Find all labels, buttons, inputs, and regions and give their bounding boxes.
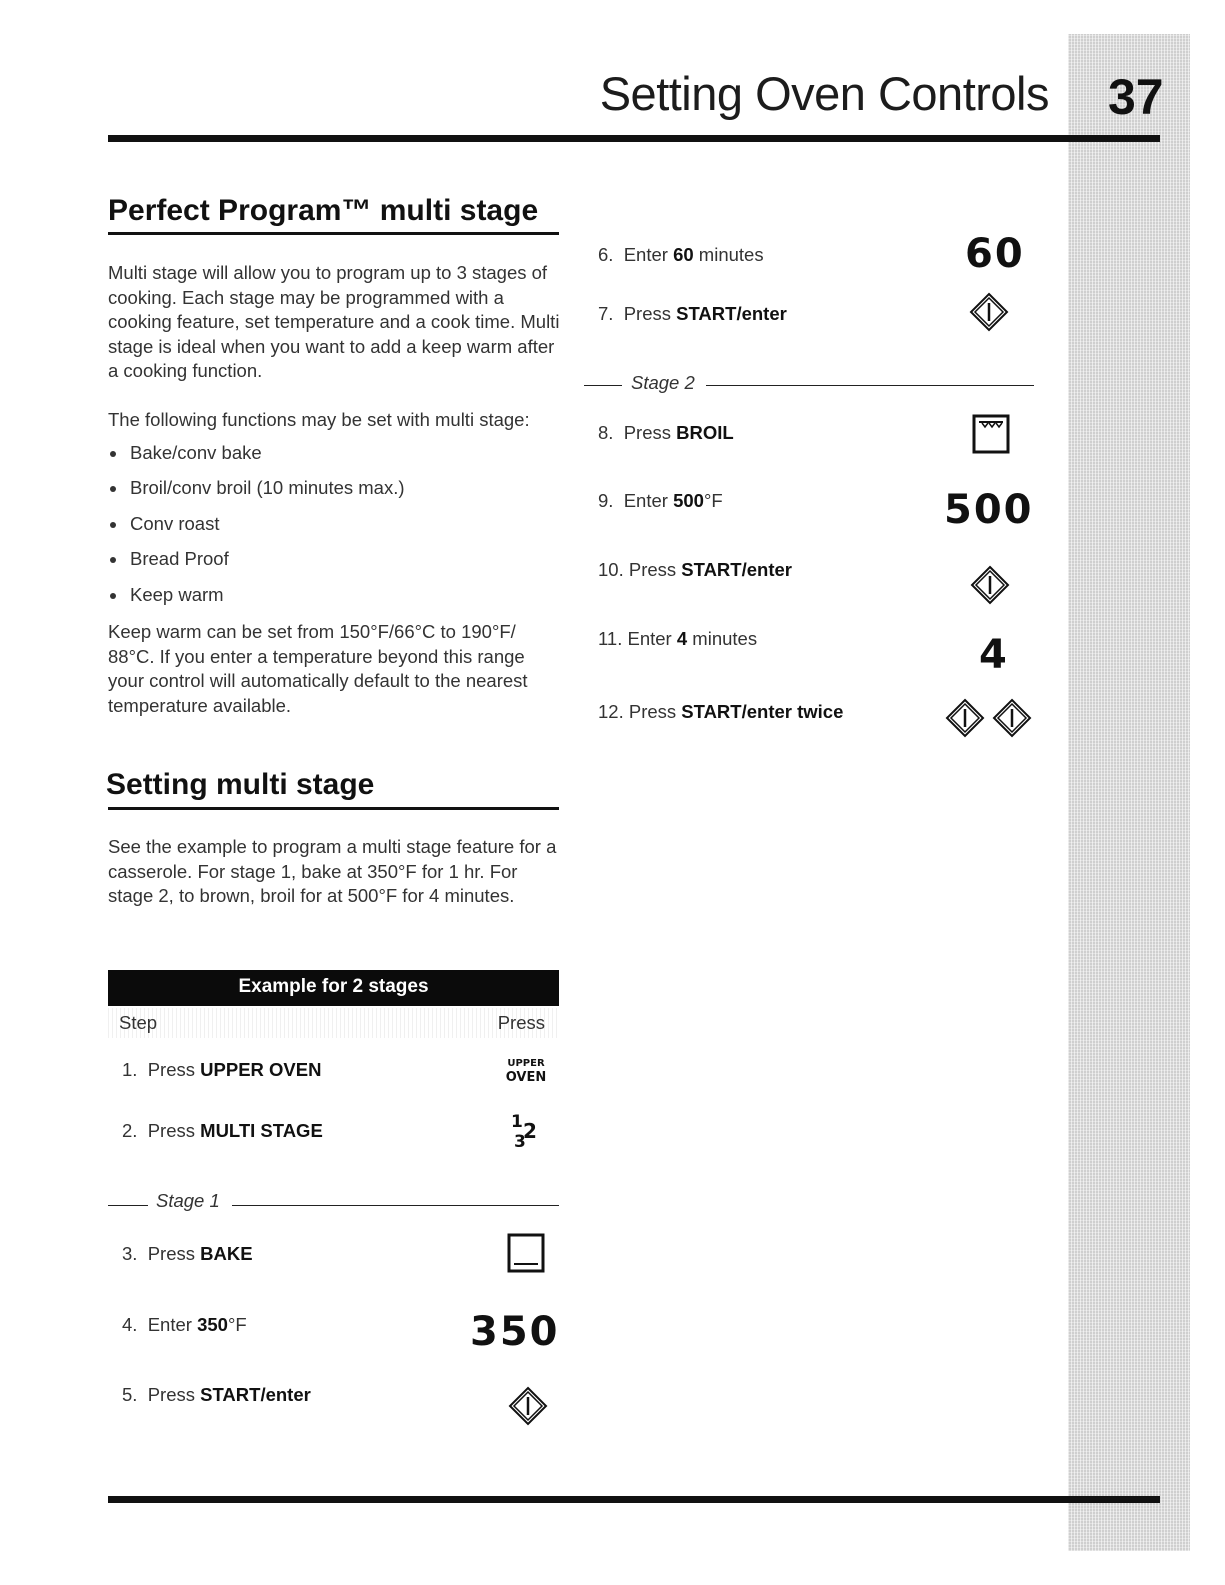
footer-rule (108, 1496, 1160, 1503)
start-enter-key-icon (992, 698, 1032, 738)
start-enter-key-icon (970, 565, 1010, 605)
step-1: 1. Press UPPER OVEN (122, 1059, 322, 1080)
broil-key-icon (972, 414, 1010, 454)
start-enter-key-icon (969, 292, 1009, 332)
column-header-press: Press (497, 1012, 545, 1033)
upper-oven-key-icon: UPPER OVEN (505, 1058, 547, 1085)
step-7: 7. Press START/enter (598, 303, 787, 324)
step-8: 8. Press BROIL (598, 422, 734, 443)
step-12: 12. Press START/enter twice (598, 701, 844, 722)
step-5: 5. Press START/enter (122, 1384, 311, 1405)
step-4: 4. Enter 350°F (122, 1314, 247, 1335)
list-item: Bake/conv bake (108, 440, 405, 475)
intro-paragraph: Multi stage will allow you to program up to 3 stages of cooking. Each stage may be programmed with a cooking feature, set temperature and a cook time. Multi stage is ideal when you want to add a keep warm after a cooking function. (108, 262, 560, 381)
stage-1-line-left (108, 1205, 148, 1206)
functions-list (108, 440, 405, 617)
stage-2-label: Stage 2 (631, 372, 695, 393)
stage-2-line-left (584, 385, 622, 386)
step-3: 3. Press BAKE (122, 1243, 253, 1264)
section-heading-underline (108, 232, 559, 235)
step-9: 9. Enter 500°F (598, 490, 723, 511)
display-350: 350 (470, 1309, 560, 1355)
keep-warm-note: Keep warm can be set from 150°F/66°C to 190°F/ 88°C. If you enter a temperature beyond this range your control will automatically default to the nearest temperature available. (108, 621, 528, 716)
step-2: 2. Press MULTI STAGE (122, 1120, 323, 1141)
display-500: 500 (944, 487, 1034, 533)
section-heading-perfect-program: Perfect Program™ multi stage (108, 194, 539, 227)
display-4: 4 (979, 632, 1009, 678)
stage-1-line-right (232, 1205, 559, 1206)
step-11: 11. Enter 4 minutes (598, 628, 758, 649)
stage-2-line-right (706, 385, 1034, 386)
bake-key-icon (507, 1233, 545, 1273)
section-heading-underline (108, 807, 559, 810)
list-item: Keep warm (108, 582, 405, 617)
example-title-bar: Example for 2 stages (108, 970, 559, 1006)
list-item: Bread Proof (108, 546, 405, 581)
list-item: Broil/conv broil (10 minutes max.) (108, 475, 405, 510)
header-rule (108, 135, 1160, 142)
section-heading-setting-multi-stage: Setting multi stage (106, 768, 375, 801)
display-60: 60 (965, 231, 1025, 277)
list-item: Conv roast (108, 511, 405, 546)
page-title: Setting Oven Controls (599, 67, 1049, 120)
stage-1-label: Stage 1 (156, 1190, 220, 1211)
step-6: 6. Enter 60 minutes (598, 244, 764, 265)
multi-stage-key-icon: 1 2 3 (511, 1112, 537, 1152)
page-edge-band (1068, 34, 1190, 1551)
page-number: 37 (1108, 69, 1164, 125)
start-enter-key-icon (508, 1386, 548, 1426)
start-enter-key-icon (945, 698, 985, 738)
functions-lead: The following functions may be set with multi stage: (108, 409, 530, 430)
step-10: 10. Press START/enter (598, 559, 792, 580)
example-intro: See the example to program a multi stage feature for a casserole. For stage 1, bake at 350°F for 1 hr. For stage 2, to brown, broil for at 500°F for 4 minutes. (108, 836, 557, 906)
column-header-row (108, 1008, 559, 1038)
column-header-step: Step (119, 1012, 158, 1033)
